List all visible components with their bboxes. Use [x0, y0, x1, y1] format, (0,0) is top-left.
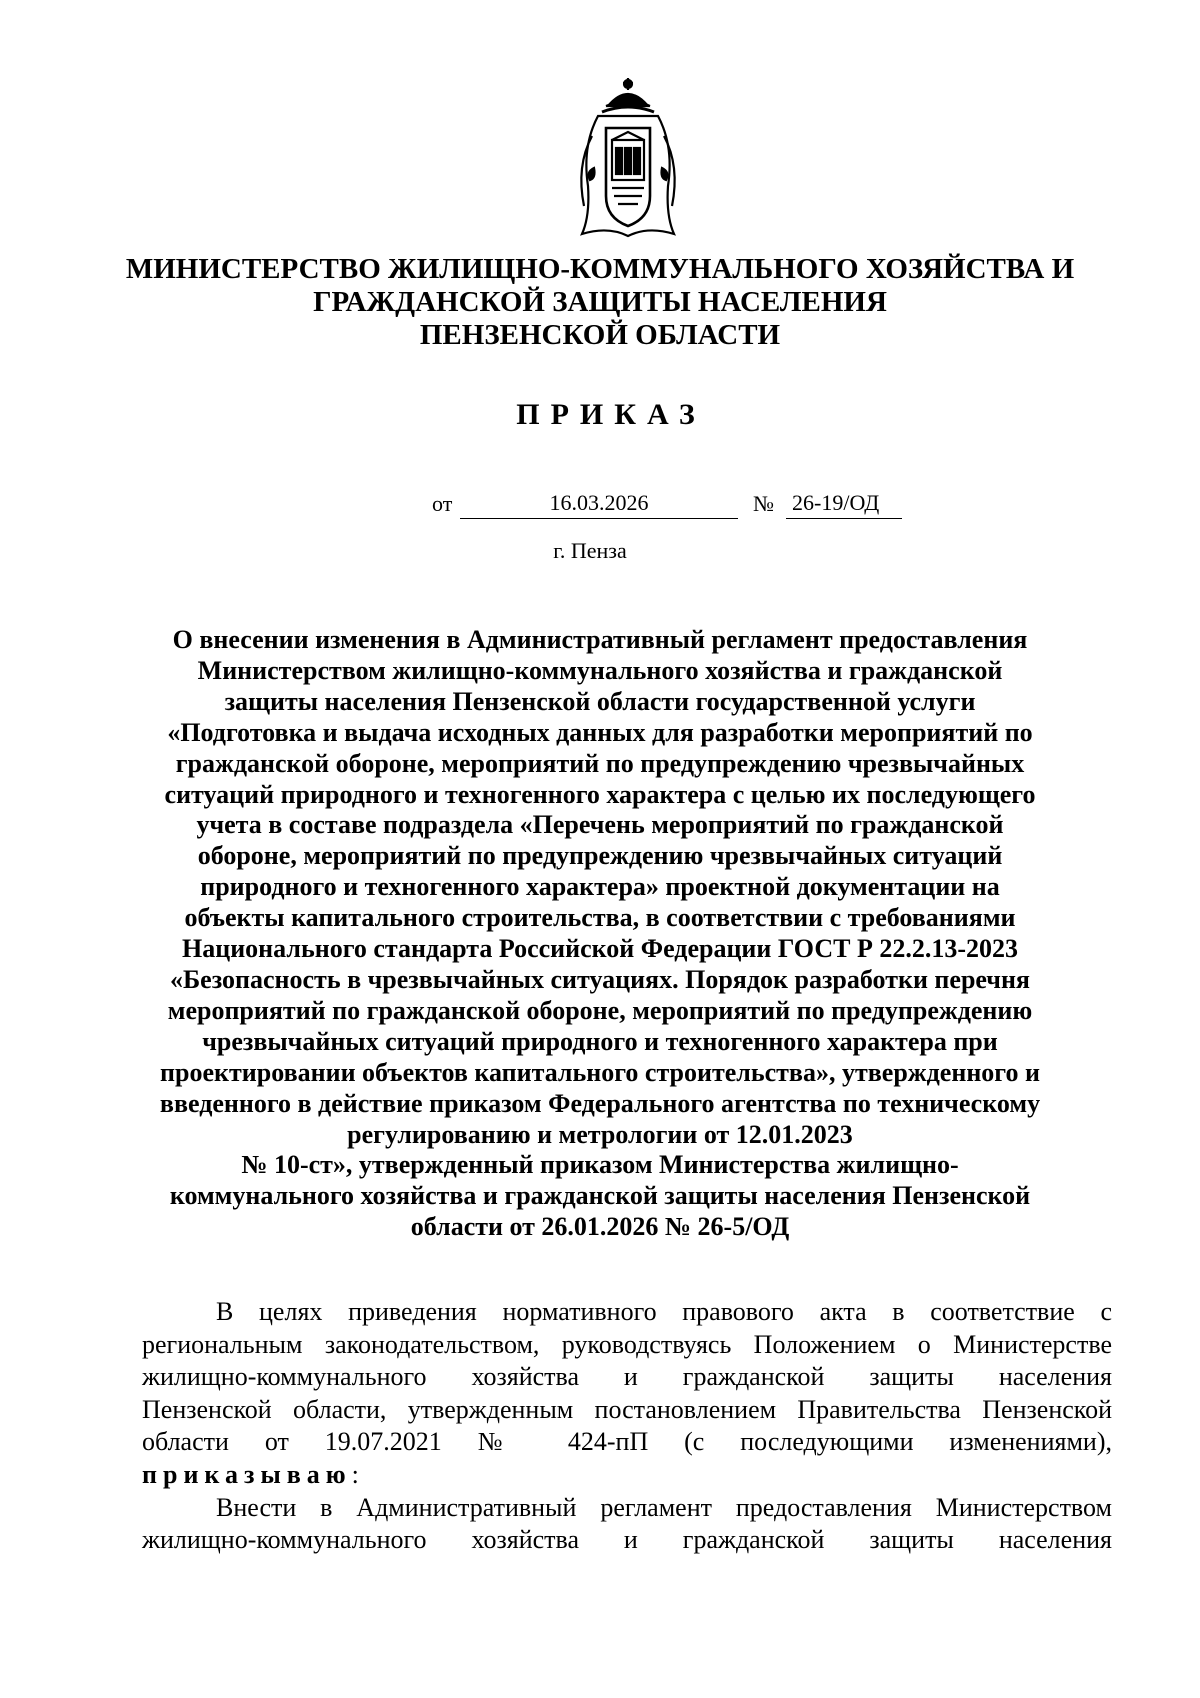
subject-line: природного и техногенного характера» проектной документации на [200, 872, 1000, 902]
subject-line: защиты населения Пензенской области государственной услуги [224, 686, 976, 716]
city-name: г. Пенза [553, 538, 627, 563]
subject-line: ситуаций природного и техногенного характера с целью их последующего [164, 779, 1036, 809]
subject-line: «Подготовка и выдача исходных данных для разработки мероприятий по [167, 717, 1033, 747]
subject-line: области от 26.01.2026 № 26-5/ОД [410, 1212, 790, 1242]
body-paragraph-line: жилищно-коммунального хозяйства и гражданской защиты населения [142, 1362, 1112, 1392]
subject-line: введенного в действие приказом Федерального агентства по техническому [159, 1088, 1041, 1118]
body-paragraph-line: жилищно-коммунального хозяйства и гражданской защиты населения [142, 1525, 1112, 1555]
subject-line: мероприятий по гражданской обороне, мероприятий по предупреждению [167, 995, 1033, 1025]
subject-line: Национального стандарта Российской Федерации ГОСТ Р 22.2.13-2023 [182, 934, 1018, 964]
body-paragraph-line: региональным законодательством, руководствуясь Положением о Министерстве [142, 1329, 1112, 1359]
subject-line: учета в составе подраздела «Перечень мероприятий по гражданской [196, 810, 1004, 840]
ministry-name-line: ГРАЖДАНСКОЙ ЗАЩИТЫ НАСЕЛЕНИЯ [313, 286, 887, 318]
ministry-name-line: МИНИСТЕРСТВО ЖИЛИЩНО-КОММУНАЛЬНОГО ХОЗЯЙСТВА И [125, 253, 1075, 285]
ministry-name-line: ПЕНЗЕНСКОЙ ОБЛАСТИ [419, 319, 781, 351]
subject-line: «Безопасность в чрезвычайных ситуациях. Порядок разработки перечня [169, 964, 1031, 994]
body-paragraph-line: области от 19.07.2021 № 424-пП (с последующими изменениями), [142, 1427, 1112, 1457]
order-body [142, 1296, 1112, 1557]
body-paragraph-line: Внести в Административный регламент предоставления Министерством [216, 1492, 1112, 1522]
subject-line: коммунального хозяйства и гражданской защиты населения Пензенской [169, 1181, 1031, 1211]
subject-line: регулированию и метрологии от 12.01.2023 [347, 1119, 853, 1149]
order-subject [90, 625, 1110, 1243]
document-type-heading: ПРИКАЗ [516, 398, 706, 431]
body-paragraph-line: Пензенской области, утвержденным постановлением Правительства Пензенской [142, 1394, 1112, 1424]
subject-line: О внесении изменения в Административный регламент предоставления [172, 625, 1028, 654]
order-word: приказываю [142, 1459, 352, 1489]
date-label: от [432, 491, 453, 516]
body-paragraph-line: В целях приведения нормативного правового акта в соответствие с [216, 1297, 1112, 1326]
order-date: 16.03.2026 [460, 488, 738, 519]
coat-of-arms-emblem [568, 76, 688, 242]
subject-line: объекты капитального строительства, в соответствии с требованиями [184, 903, 1016, 933]
ministry-name [100, 253, 1100, 352]
order-directive [142, 1459, 1112, 1492]
subject-line: обороне, мероприятий по предупреждению чрезвычайных ситуаций [197, 841, 1003, 871]
subject-line: гражданской обороне, мероприятий по предупреждению чрезвычайных [175, 748, 1025, 778]
order-colon: : [351, 1459, 359, 1489]
number-label: № [753, 491, 774, 516]
order-number: 26-19/ОД [786, 488, 902, 519]
subject-line: проектировании объектов капитального строительства», утвержденного и [160, 1057, 1040, 1087]
subject-line: № 10-ст», утвержденный приказом Министерства жилищно- [241, 1150, 959, 1180]
subject-line: чрезвычайных ситуаций природного и техногенного характера при [202, 1026, 998, 1056]
subject-line: Министерством жилищно-коммунального хозяйства и гражданской [197, 655, 1003, 685]
